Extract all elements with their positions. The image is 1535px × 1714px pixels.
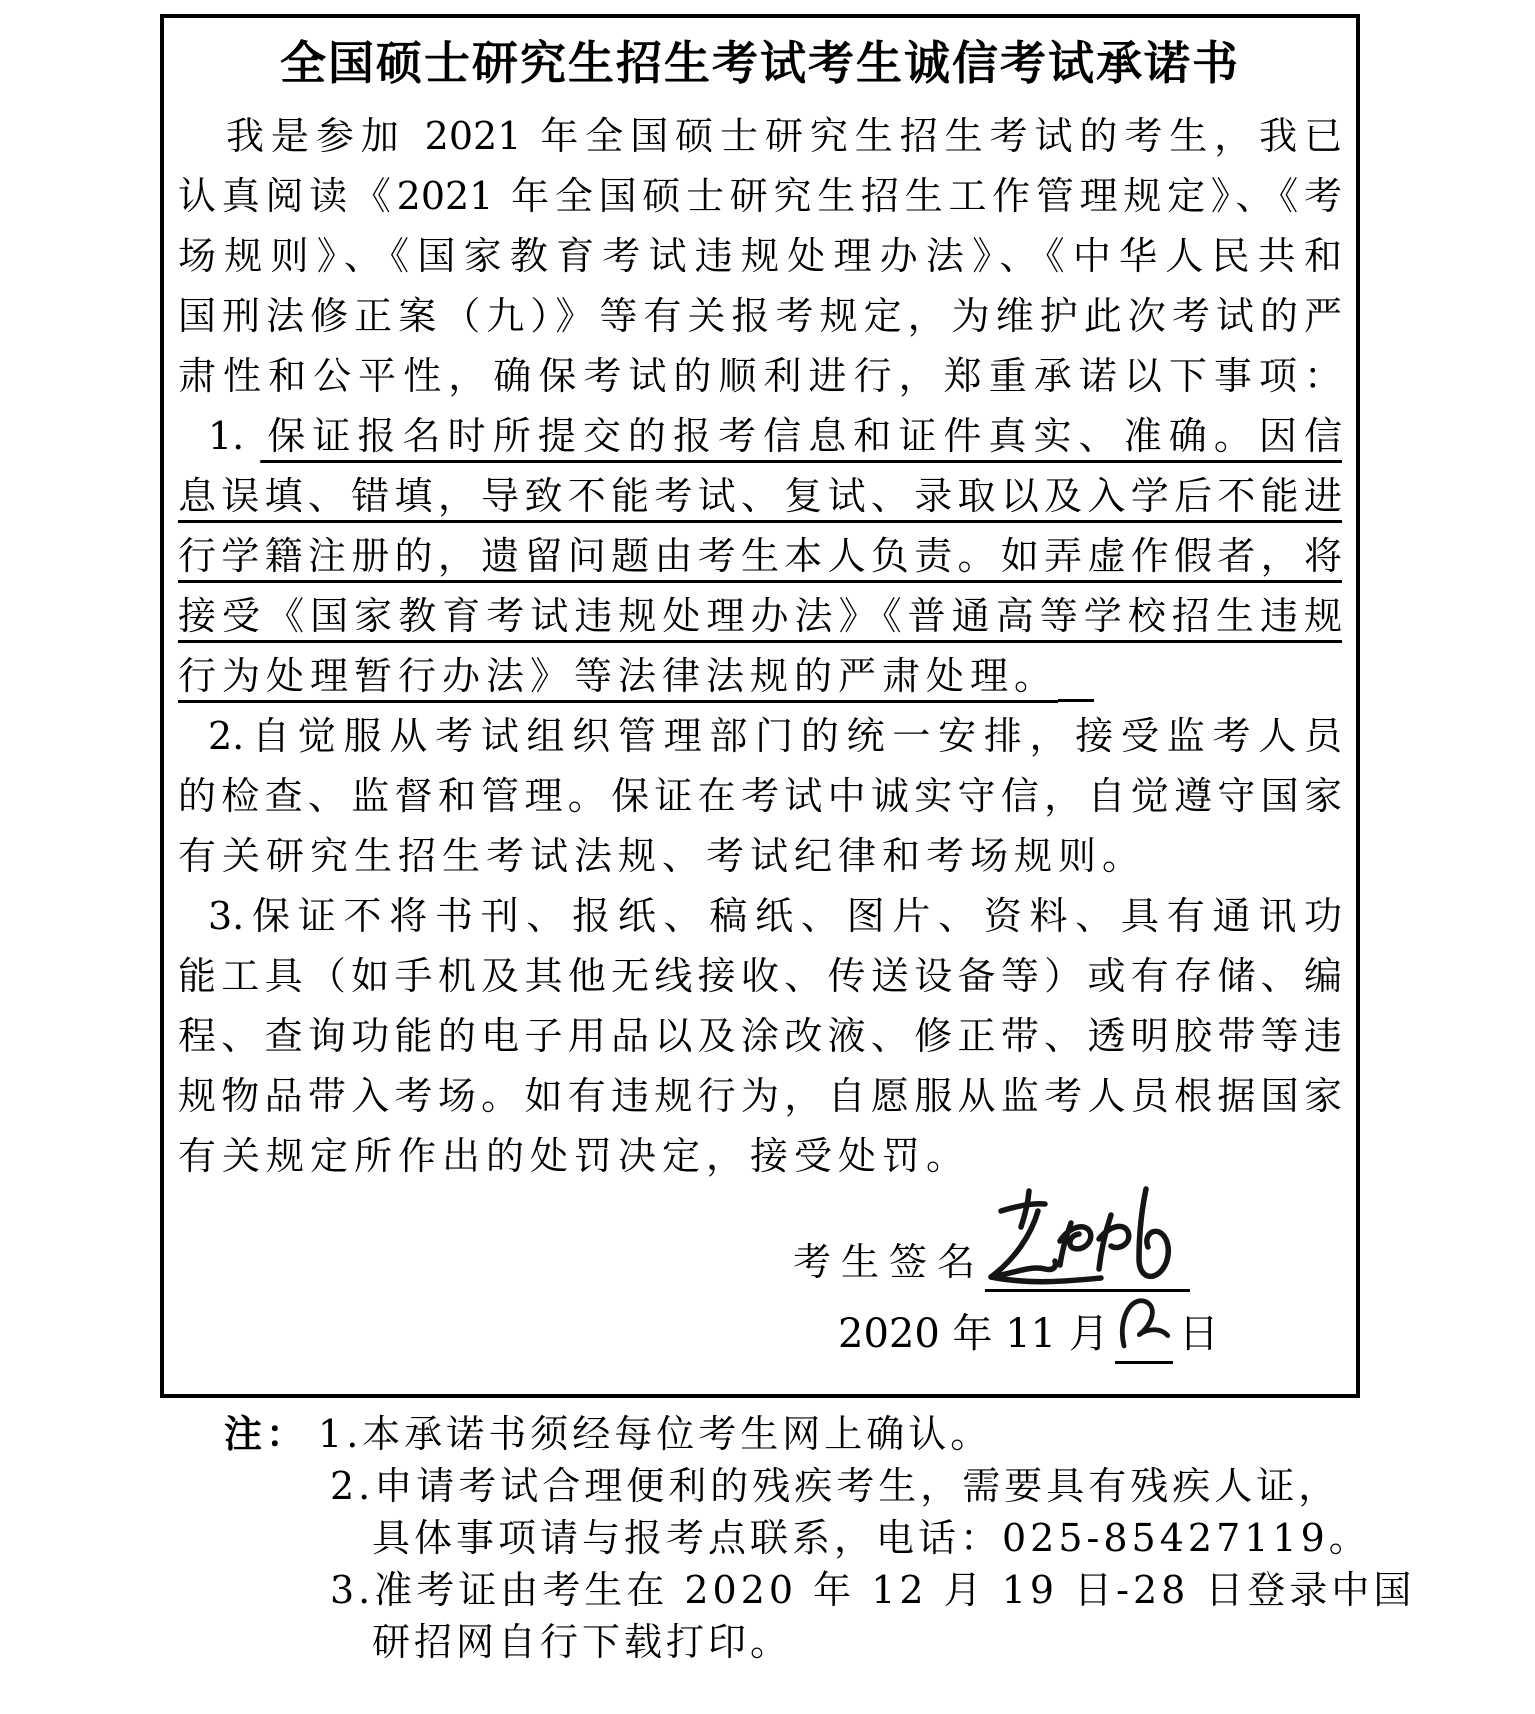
day-field (1115, 1303, 1173, 1364)
item2-line: 有关研究生招生考试法规、考试纪律和考场规则。 (178, 834, 1147, 878)
document-body (178, 106, 1342, 1186)
signature-label: 考生签名 (793, 1240, 986, 1284)
item1-line: 行为处理暂行办法》等法律法规的严肃处理。 (178, 646, 1342, 706)
intro-line: 国刑法修正案（九）》等有关报考规定，为维护此次考试的严 (178, 294, 1342, 338)
notes-label: 注： (224, 1412, 309, 1456)
signature-row (178, 1231, 1342, 1291)
document-border-box (160, 14, 1360, 1398)
item3-line: 能工具（如手机及其他无线接收、传送设备等）或有存储、编 (178, 954, 1342, 998)
note-row: 具体事项请与报考点联系，电话：025-85427119。 (372, 1516, 1371, 1560)
note-row: 2.申请考试合理便利的残疾考生，需要具有残疾人证， (330, 1464, 1341, 1508)
date-suffix: 日 (1178, 1311, 1219, 1357)
note-row: 注： 1.本承诺书须经每位考生网上确认。 (224, 1412, 993, 1456)
date-row (178, 1303, 1342, 1363)
underline-extension (1058, 699, 1094, 702)
date-prefix: 2020 年 11 月 (838, 1311, 1109, 1357)
item2-line: 2.自觉服从考试组织管理部门的统一安排，接受监考人员 (208, 714, 1342, 758)
item1-underlined-text: 保证报名时所提交的报考信息和证件真实、准确。因信 (260, 414, 1342, 458)
item3-line: 有关规定所作出的处罚决定，接受处罚。 (178, 1134, 971, 1178)
item1-line: 行学籍注册的，遗留问题由考生本人负责。如弄虚作假者，将 (178, 534, 1342, 578)
intro-line: 认真阅读《2021 年全国硕士研究生招生工作管理规定》、《考 (178, 174, 1342, 218)
item2-line: 的检查、监督和管理。保证在考试中诚实守信，自觉遵守国家 (178, 774, 1342, 818)
item1-number: 1. (208, 414, 245, 458)
item3-line: 程、查询功能的电子用品以及涂改液、修正带、透明胶带等违 (178, 1014, 1342, 1058)
note-row: 3.准考证由考生在 2020 年 12 月 19 日-28 日登录中国 (330, 1568, 1416, 1612)
intro-line: 场规则》、《国家教育考试违规处理办法》、《中华人民共和 (178, 234, 1342, 278)
handwritten-signature (983, 1179, 1198, 1299)
item1-line (178, 406, 1342, 466)
item1-line: 接受《国家教育考试违规处理办法》《普通高等学校招生违规 (178, 594, 1342, 638)
document-title: 全国硕士研究生招生考试考生诚信考试承诺书 (280, 36, 1240, 90)
item1-line: 息误填、错填，导致不能考试、复试、录取以及入学后不能进 (178, 474, 1342, 518)
item3-line: 3.保证不将书刊、报纸、稿纸、图片、资料、具有通讯功 (208, 894, 1342, 938)
intro-line: 我是参加 2021 年全国硕士研究生招生考试的考生，我已 (226, 114, 1342, 158)
intro-line: 肃性和公平性，确保考试的顺利进行，郑重承诺以下事项： (178, 354, 1342, 398)
signature-field (985, 1231, 1190, 1292)
note-row: 研招网自行下载打印。 (372, 1620, 793, 1664)
notes-section (224, 1408, 1415, 1668)
item3-line: 规物品带入考场。如有违规行为，自愿服从监考人员根据国家 (178, 1074, 1342, 1118)
handwritten-day-2 (1115, 1289, 1173, 1365)
